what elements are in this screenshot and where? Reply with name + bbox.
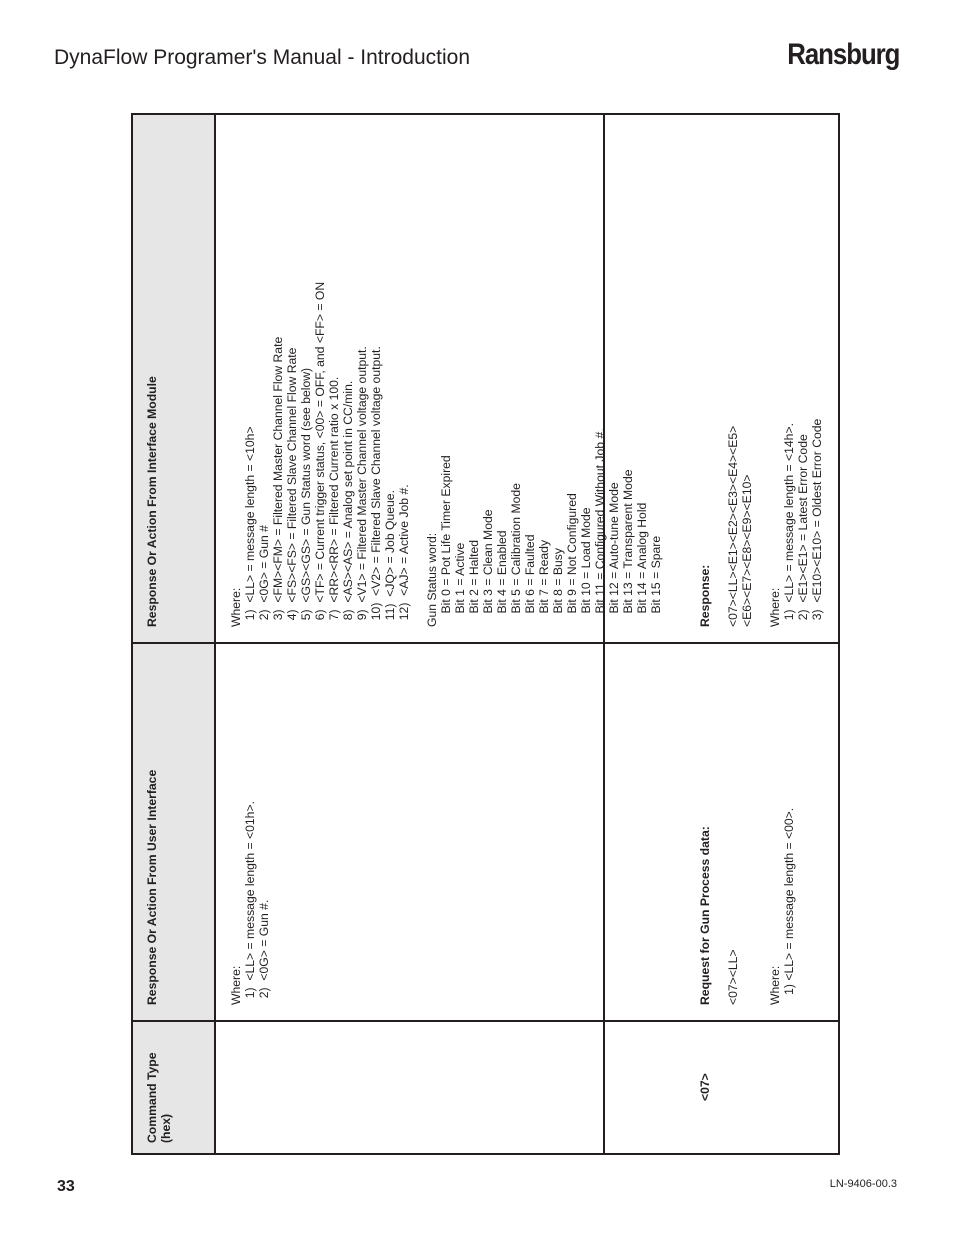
row1-gun-status-list: Gun Status word: Bit 0 = Pot Life Timer Expired Bit 1 = Active Bit 2 = Halted Bit 3 = Clean Mode Bit 4 = Enabled Bit 5 = Calibration Mode Bit 6 = Faulted Bit 7 = Ready Bit 8 = Busy Bit 9 = Not Configured Bit 10 = Load Mode Bit 11 = Configured Without Job #. Bit 12 = Auto-tune Mode Bit 13 = Transparent Mode Bit 14 = Analog Hold Bit 15 = Spare [425,428,663,627]
row1-module-where-list: Where: 1) <LL> = message length = <10h> 2) <0G> = Gun # 3) <FM><FM> = Filtered Master Channel Flow Rate 4) <FS><FS> = Filtered Slave Channel Flow Rate 5) <GS><GS> = Gun Status word (see below) 6) <TF> = Current trigger status, <00> = OFF, and <FF> = ON 7) <RR><RR> = Filtered Current ratio x 100. 8) <AS><AS> = Analog set point in CC/min. 9) <V1> = Filtered Master Channel voltage output. 10) <V2> = Filtered Slave Channel voltage output. 11) <JQ> = Job Queue. 12) <AJ> = Active Job #. [229,281,411,627]
row2-module-response: Response: <07><LL><E1><E2><E3><E4><E5> <E6><E7><E8><E9><E10> Where: 1) <LL> = message length = <14h>. 2) <E1><E1> = Latest Error Code 3) <E10><E10> = Oldest Error Code [698,418,824,627]
row2-command-code: <07> [698,1073,712,1101]
document-title: DynaFlow Programer's Manual - Introduction [54,46,471,69]
document-code: LN-9406-00.3 [829,1178,897,1190]
header-module-response: Response Or Action From Interface Module [145,376,159,627]
column-divider-1 [133,1020,838,1022]
command-table [131,113,840,1155]
row-divider [603,115,605,1153]
row1-ui-response: Where: 1) <LL> = message length = <01h>. 2) <0G> = Gun #. [229,801,271,1005]
header-command-type: Command Type (hex) [145,1052,173,1143]
column-divider-2 [133,642,838,644]
row2-ui-response: Request for Gun Process data: <07><LL> Where: 1) <LL> = message length = <00>. [698,807,796,1005]
brand-logo: Ransburg [786,38,899,71]
header-ui-response: Response Or Action From User Interface [145,769,159,1005]
page-number: 33 [57,1178,75,1195]
